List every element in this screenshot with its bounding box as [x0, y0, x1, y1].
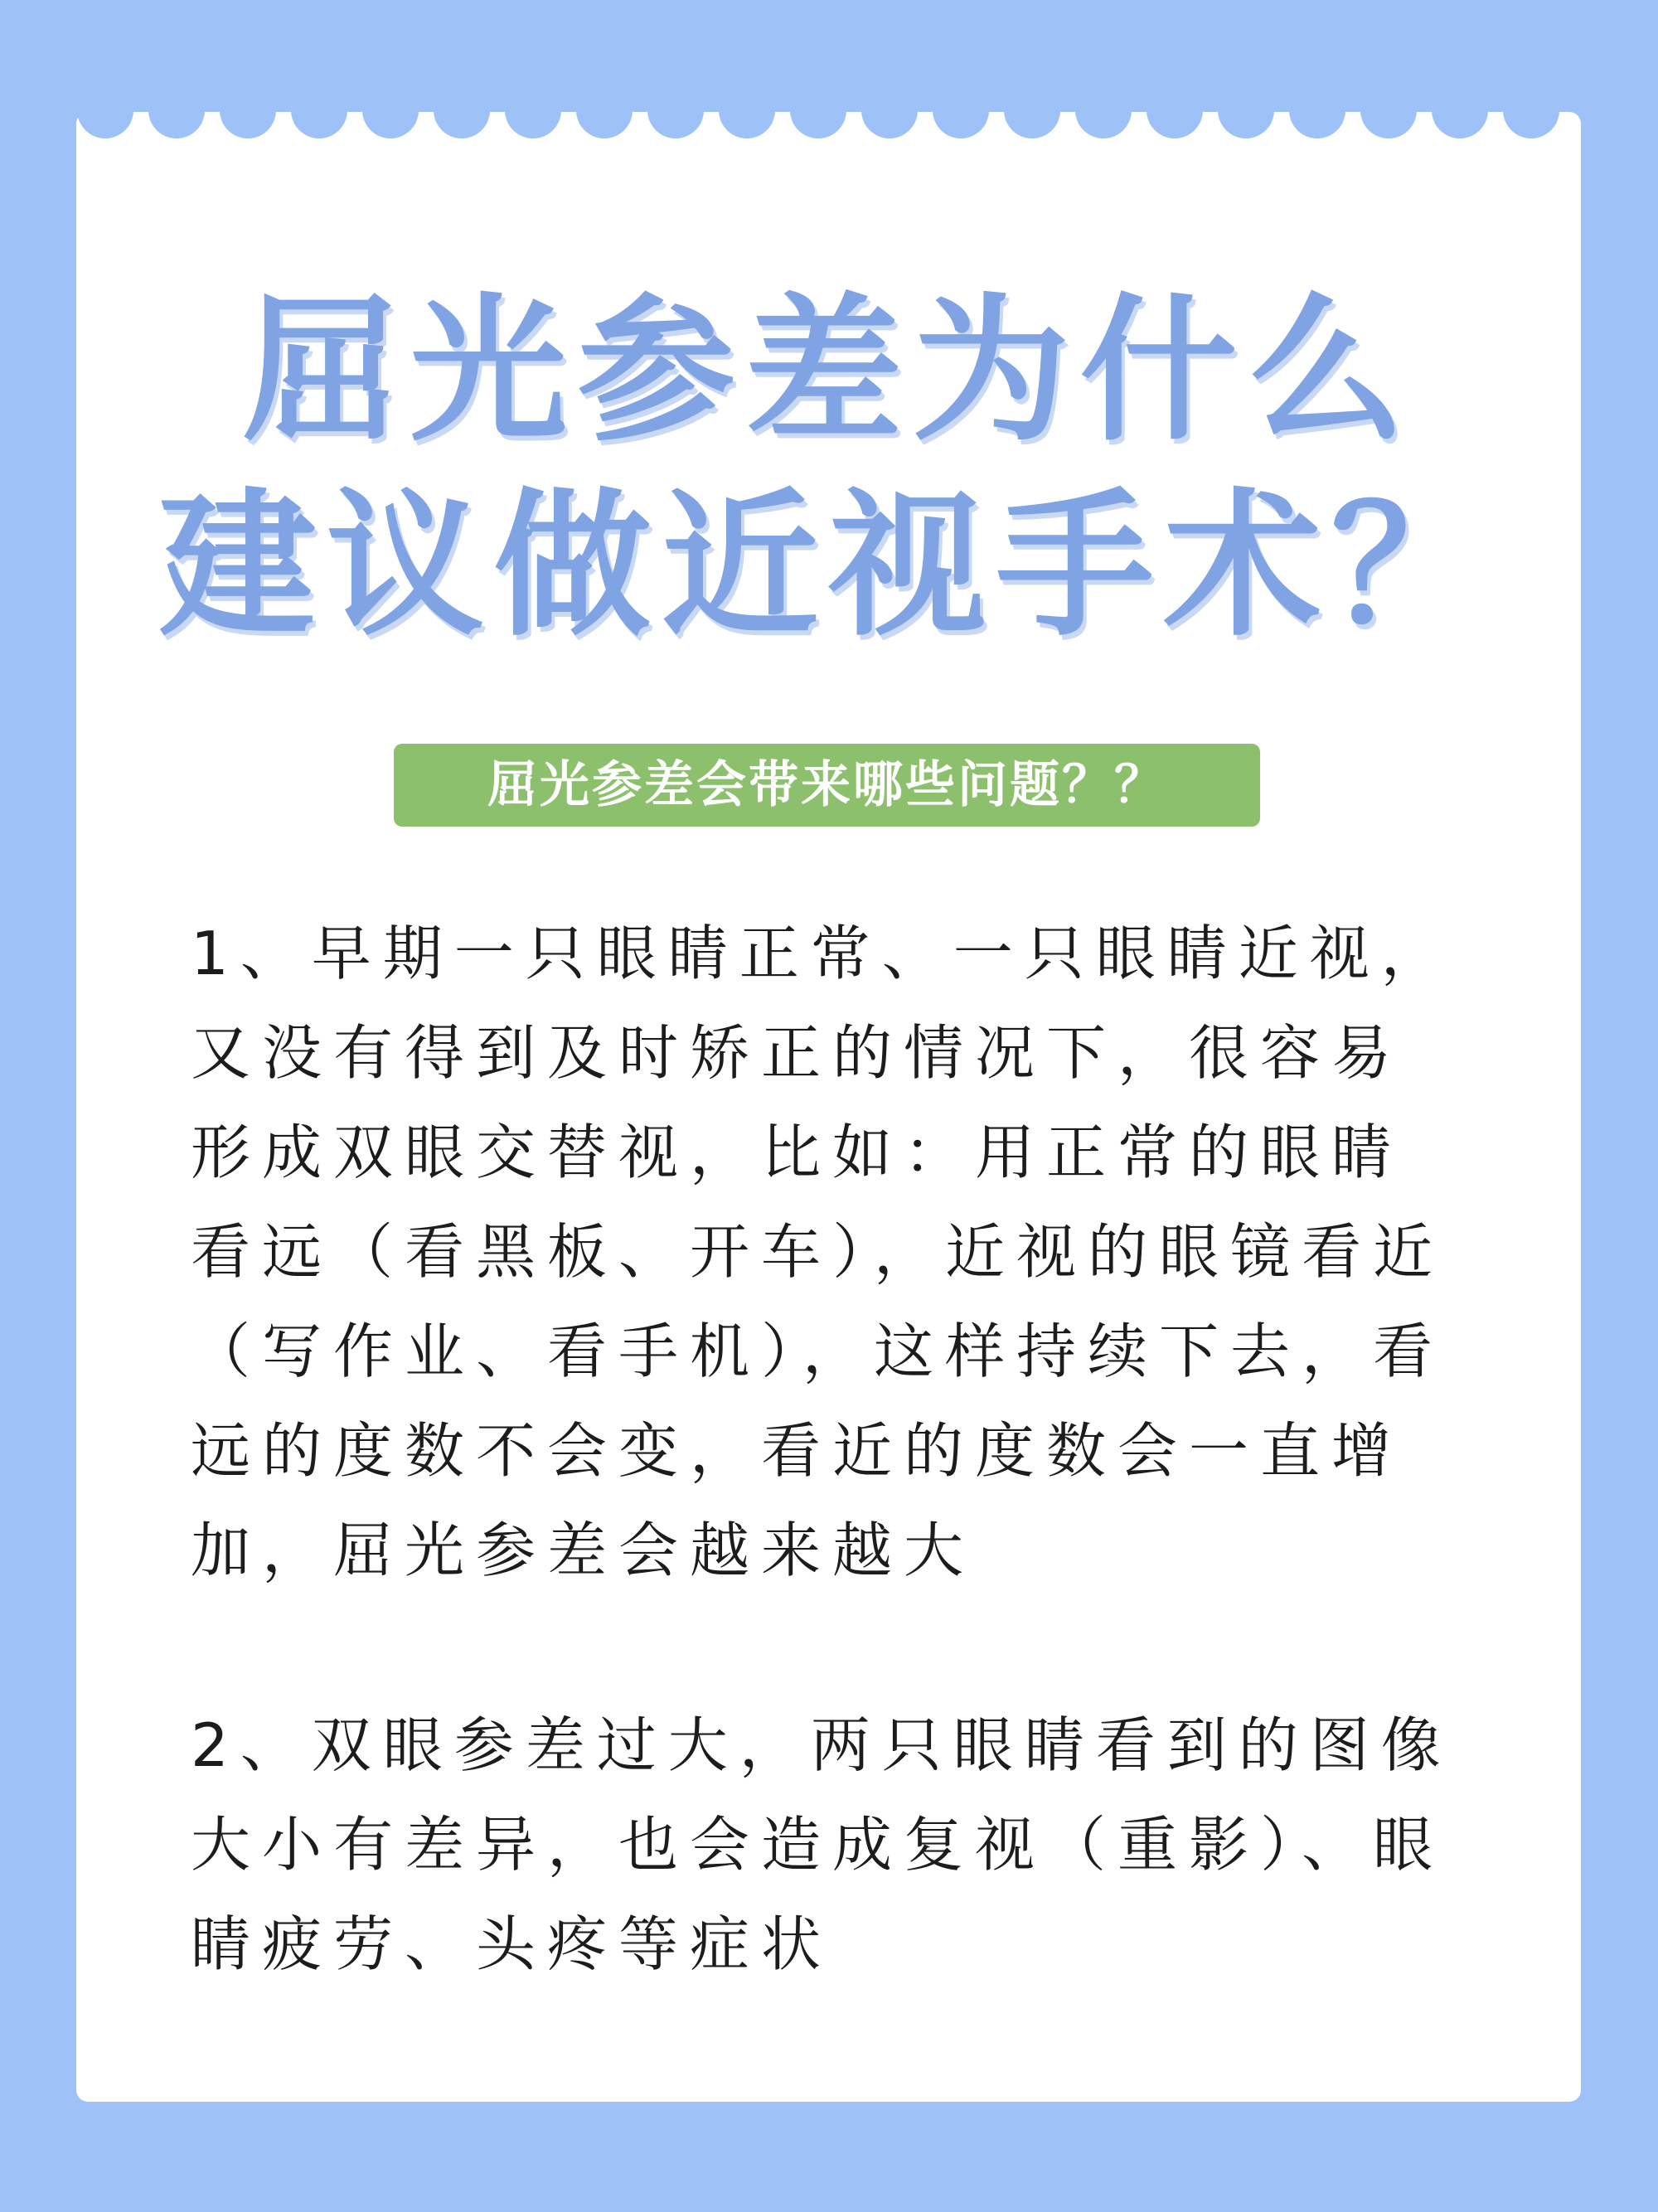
paragraph-line: 看远（看黑板、开车），近视的眼镜看近 — [191, 1217, 1445, 1287]
scallop-notch — [148, 110, 205, 138]
paragraph-line: 大小有差异，也会造成复视（重影）、眼 — [191, 1810, 1445, 1880]
paragraph-line: 远的度数不会变，看近的度数会一直增 — [191, 1416, 1403, 1486]
paragraph-line: 形成双眼交替视，比如：用正常的眼睛 — [191, 1118, 1403, 1187]
scallop-notch — [434, 110, 490, 138]
paragraph-line: 又没有得到及时矫正的情况下，很容易 — [191, 1018, 1403, 1088]
scallop-notch — [505, 110, 561, 138]
notepaper-card — [76, 112, 1581, 2102]
scallop-notch — [220, 110, 276, 138]
paragraph-2 — [191, 1695, 1517, 1994]
scalloped-edge — [76, 110, 1581, 152]
scallop-notch — [1360, 110, 1417, 138]
scallop-notch — [719, 110, 775, 138]
paragraph-line: 2、双眼参差过大，两只眼睛看到的图像 — [191, 1710, 1452, 1780]
scallop-notch — [77, 110, 133, 138]
paragraph-1 — [191, 904, 1517, 1600]
scallop-notch — [1503, 110, 1559, 138]
page-title — [76, 274, 1581, 663]
title-line-2: 建议做近视手术？ — [158, 474, 1499, 657]
scallop-notch — [1218, 110, 1274, 138]
paragraph-line: 1、早期一只眼睛正常、一只眼睛近视， — [191, 919, 1452, 988]
scallop-notch — [647, 110, 704, 138]
scallop-notch — [861, 110, 918, 138]
paragraph-line: （写作业、看手机），这样持续下去，看 — [191, 1317, 1445, 1386]
paragraph-line: 加，屈光参差会越来越大 — [191, 1516, 976, 1585]
scallop-notch — [1147, 110, 1203, 138]
scallop-notch — [933, 110, 989, 138]
scallop-notch — [790, 110, 846, 138]
scallop-notch — [1075, 110, 1132, 138]
scallop-notch — [1432, 110, 1488, 138]
scallop-notch — [576, 110, 633, 138]
paragraph-line: 睛疲劳、头疼等症状 — [191, 1909, 833, 1979]
section-badge: 屈光参差会带来哪些问题？？ — [394, 744, 1260, 827]
scallop-notch — [291, 110, 347, 138]
scallop-notch — [1004, 110, 1060, 138]
title-line-1: 屈光参差为什么 — [242, 279, 1415, 463]
scallop-notch — [1289, 110, 1345, 138]
scallop-notch — [362, 110, 419, 138]
